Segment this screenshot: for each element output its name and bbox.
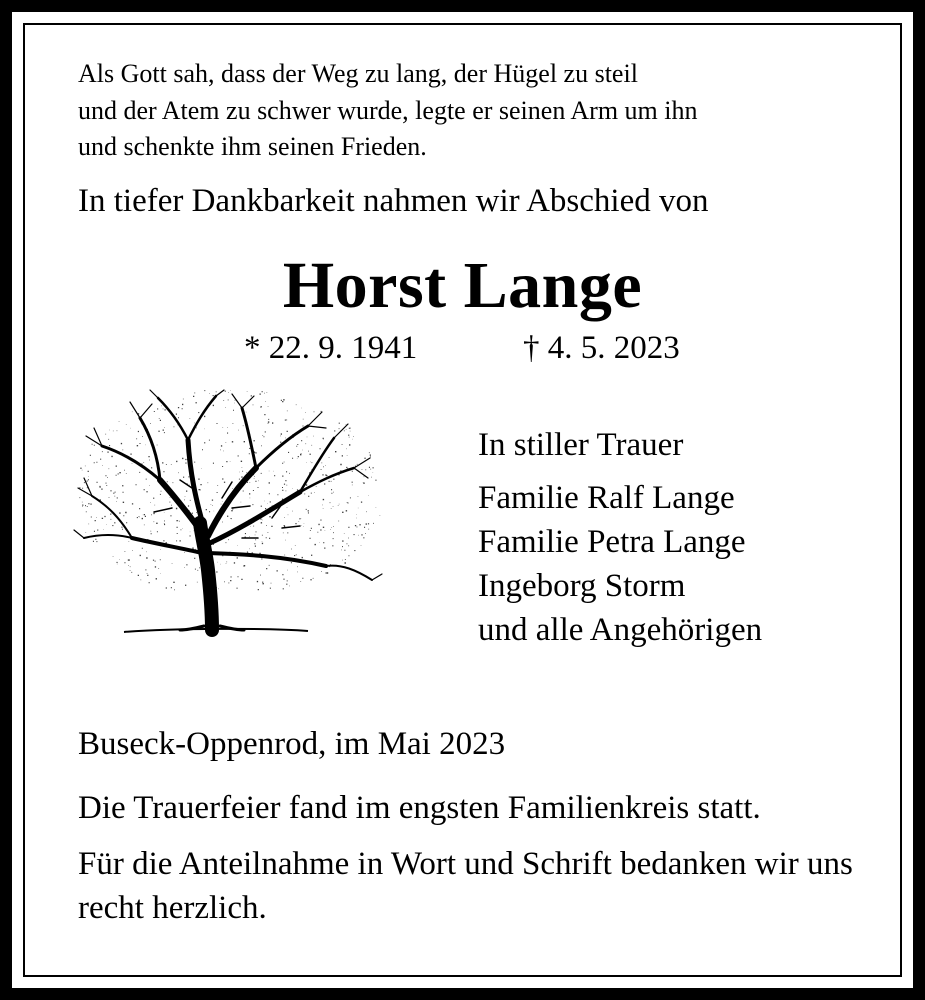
birth-date: * 22. 9. 1941 xyxy=(244,330,418,366)
poem-line: und der Atem zu schwer wurde, legte er seinen Arm um ihn xyxy=(78,95,698,125)
deceased-name: Horst Lange xyxy=(282,249,643,322)
poem xyxy=(78,56,698,166)
mourner: und alle Angehörigen xyxy=(478,612,763,648)
death-date: † 4. 5. 2023 xyxy=(523,330,680,366)
poem-line: und schenkte ihm seinen Frieden. xyxy=(78,132,427,161)
intro-line: In tiefer Dankbarkeit nahmen wir Abschied von xyxy=(78,183,709,219)
thanks-note: Für die Anteilnahme in Wort und Schrift bedanken wir uns recht herzlich. xyxy=(78,846,853,926)
mourner: Familie Petra Lange xyxy=(478,524,746,560)
tree-icon xyxy=(72,388,384,638)
mourners-heading: In stiller Trauer xyxy=(478,427,684,463)
mourners-block xyxy=(478,423,762,652)
place-date: Buseck-Oppenrod, im Mai 2023 xyxy=(78,726,506,762)
mourner: Familie Ralf Lange xyxy=(478,480,735,516)
service-note: Die Trauerfeier fand im engsten Familienkreis statt. xyxy=(78,790,761,826)
mourner: Ingeborg Storm xyxy=(478,568,686,604)
poem-line: Als Gott sah, dass der Weg zu lang, der Hügel zu steil xyxy=(78,59,638,88)
